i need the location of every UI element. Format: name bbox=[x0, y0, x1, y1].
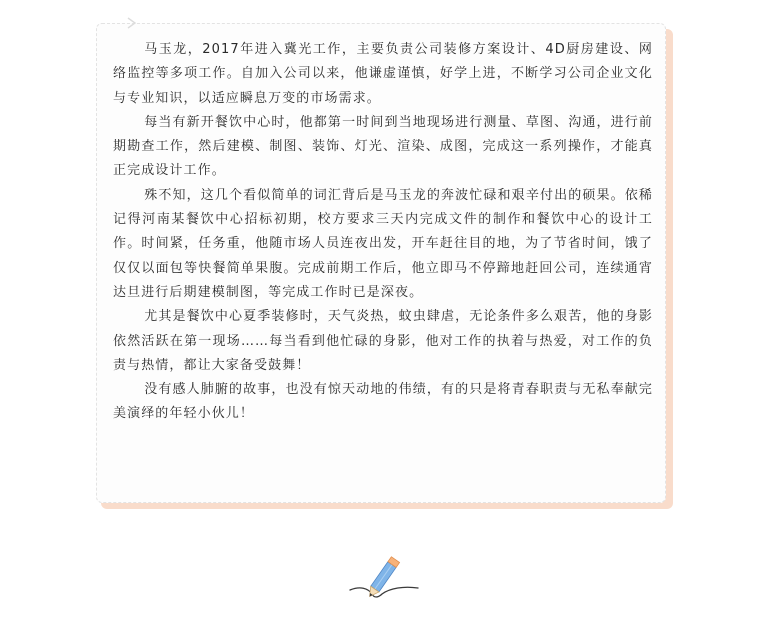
paragraph: 每当有新开餐饮中心时，他都第一时间到当地现场进行测量、草图、沟通，进行前期勘查工作，然后建模、制图、装饰、灯光、渲染、成图，完成这一系列操作，才能真正完成设计工作。 bbox=[113, 114, 653, 179]
pencil-icon bbox=[346, 552, 422, 604]
paragraph: 尤其是餐饮中心夏季装修时，天气炎热，蚊虫肆虐，无论条件多么艰苦，他的身影依然活跃在第一现场……每当看到他忙碌的身影，他对工作的执着与热爱，对工作的负责与热情，都让大家备受鼓舞！ bbox=[113, 309, 653, 373]
paragraph: 殊不知，这几个看似简单的词汇背后是马玉龙的奔波忙碌和艰辛付出的硕果。依稀记得河南某餐饮中心招标初期，校方要求三天内完成文件的制作和餐饮中心的设计工作。时间紧，任务重，他随市场人员连夜出发，开车赶往目的地，为了节省时间，饿了仅仅以面包等快餐简单果腹。完成前期工作后，他立即马不停蹄地赶回公司，连续通宵达旦进行后期建模制图，等完成工作时已是深夜。 bbox=[113, 187, 653, 300]
paragraph: 马玉龙，2017年进入冀光工作，主要负责公司装修方案设计、4D厨房建设、网络监控等多项工作。自加入公司以来，他谦虚谨慎，好学上进，不断学习公司企业文化与专业知识，以适应瞬息万变的市场需求。 bbox=[113, 42, 653, 106]
article-body bbox=[113, 38, 653, 427]
paragraph: 没有感人肺腑的故事，也没有惊天动地的伟绩，有的只是将青春职责与无私奉献完美演绎的年轻小伙儿！ bbox=[113, 382, 653, 422]
chevron-right-icon bbox=[124, 15, 140, 31]
